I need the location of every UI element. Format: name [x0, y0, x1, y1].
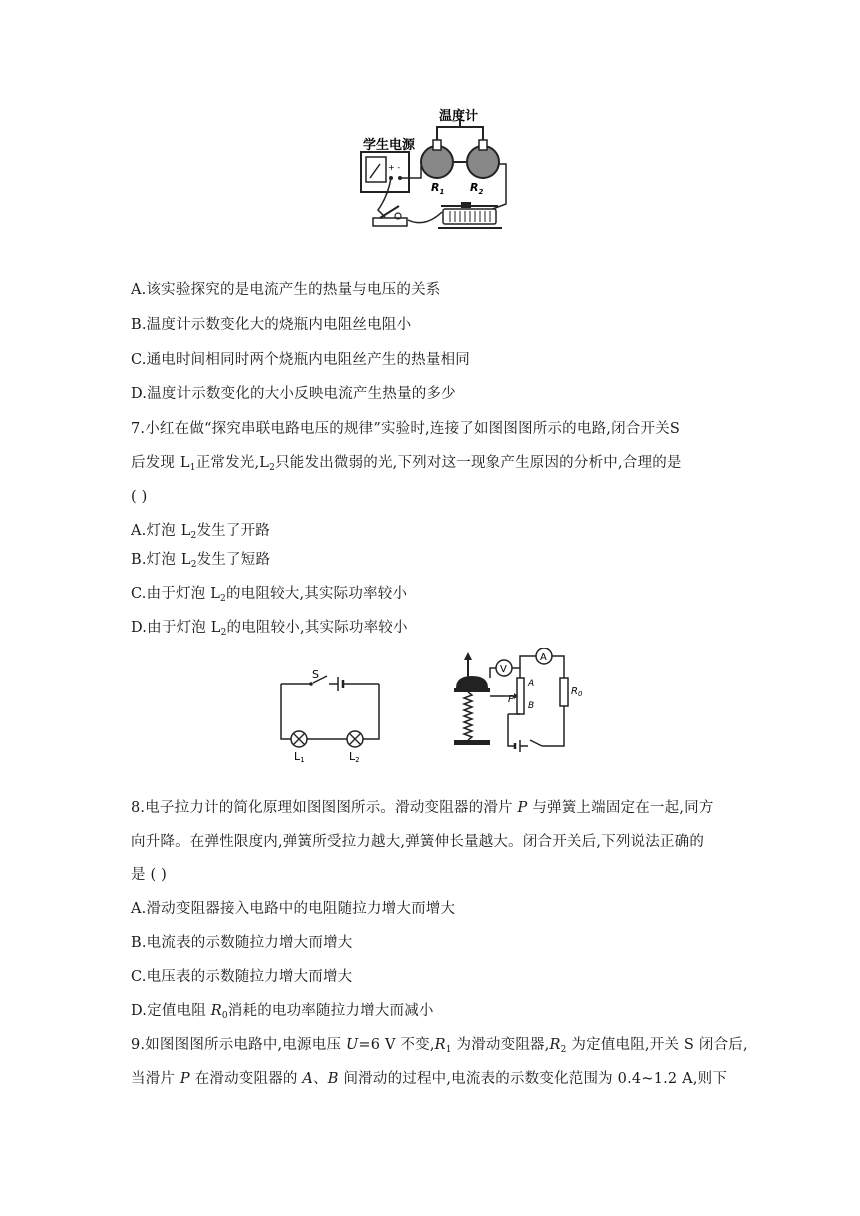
figure-series-circuit: [274, 664, 394, 764]
switch: [373, 218, 407, 226]
q8-option-b: B.电流表的示数随拉力增大而增大: [131, 935, 353, 951]
q9-stem-line2: 当滑片 P 在滑动变阻器的 A、B 间滑动的过程中,电流表的示数变化范围为 0.4~1.2 A,则下: [131, 1071, 728, 1087]
switch: [530, 740, 542, 746]
l2-label: L2: [349, 750, 360, 764]
q6-option-b: B.温度计示数变化大的烧瓶内电阻丝电阻小: [131, 317, 412, 333]
r2-label: $R_2$: [470, 181, 484, 196]
switch-label: S: [312, 668, 319, 681]
q6-option-c: C.通电时间相同时两个烧瓶内电阻丝产生的热量相同: [131, 352, 470, 368]
resistor-r0: [560, 678, 568, 706]
flask-r2: [467, 146, 499, 178]
q8-stem-line3: 是 ( ): [131, 867, 168, 883]
flask-r1: [421, 146, 453, 178]
q7-option-d: D.由于灯泡 $L_2$的电阻较小,其实际功率较小: [131, 620, 408, 638]
thermometer-label: 温度计: [439, 109, 479, 124]
figure-tension-meter: [448, 648, 598, 758]
power-supply-label: 学生电源: [363, 138, 416, 153]
q9-stem-line1: 9.如图图图所示电路中,电源电压 U=6 V 不变$,R_1$ 为滑动变阻器$,R_2$ 为定值电阻,开关 S 闭合后,: [131, 1037, 748, 1055]
voltmeter-label: V: [500, 664, 507, 675]
q6-option-a: A.该实验探究的是电流产生的热量与电压的关系: [131, 282, 441, 298]
q8-stem-line2: 向升降。在弹性限度内,弹簧所受拉力越大,弹簧伸长量越大。闭合开关后,下列说法正确的: [131, 834, 705, 850]
rheostat-b-label: B: [528, 701, 535, 711]
r0-label: $R_0$: [571, 686, 583, 698]
rheostat: [517, 678, 524, 714]
ammeter-label: A: [540, 652, 547, 663]
handle: [456, 676, 488, 688]
q6-option-d: D.温度计示数变化的大小反映电流产生热量的多少: [131, 386, 456, 402]
r1-label: $R_1$: [431, 181, 445, 196]
l1-label: L1: [294, 750, 305, 764]
figure-joule-heating: [0, 100, 860, 340]
power-supply-box: [361, 152, 409, 192]
q8-option-c: C.电压表的示数随拉力增大而增大: [131, 969, 353, 985]
spring: [464, 692, 472, 740]
q8-option-d: D.定值电阻 $R_0$消耗的电功率随拉力增大而减小: [131, 1003, 434, 1021]
q7-stem-line2: 后发现 $L_1$正常发光$,L_2$只能发出微弱的光,下列对这一现象产生原因的分析中,合理的是: [131, 455, 682, 473]
q7-option-b: B.灯泡 $L_2$发生了短路: [131, 552, 271, 570]
q7-option-c: C.由于灯泡 $L_2$的电阻较大,其实际功率较小: [131, 586, 408, 604]
q8-option-a: A.滑动变阻器接入电路中的电阻随拉力增大而增大: [131, 901, 456, 917]
q8-stem-line1: 8.电子拉力计的简化原理如图图图所示。滑动变阻器的滑片 P 与弹簧上端固定在一起,同方: [131, 800, 714, 816]
rheostat-a-label: A: [528, 679, 535, 689]
q7-stem-line1: 7.小红在做“探究串联电路电压的规律”实验时,连接了如图图图所示的电路,闭合开关S: [131, 421, 681, 437]
slider-p-label: P: [508, 694, 515, 705]
q7-option-a: A.灯泡 $L_2$发生了开路: [131, 523, 270, 541]
meter-sign: + -: [388, 163, 401, 172]
q7-answer-paren: ( ): [131, 489, 148, 505]
